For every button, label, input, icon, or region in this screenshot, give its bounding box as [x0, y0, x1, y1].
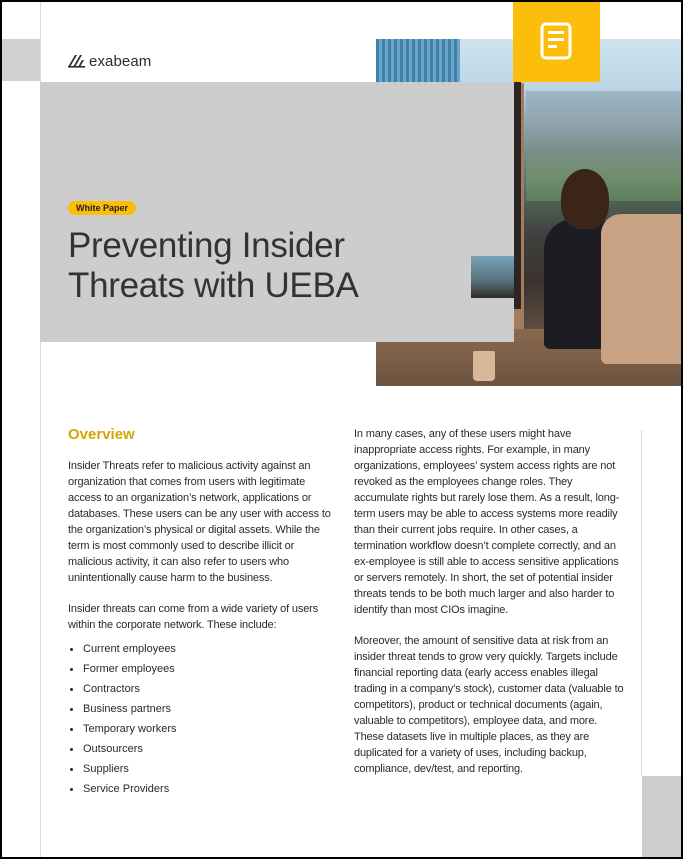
photo-jacket [601, 214, 681, 364]
exabeam-logo-mark-icon [68, 54, 86, 68]
list-item-text: Temporary workers [83, 723, 177, 735]
overview-paragraph-2: Insider threats can come from a wide variety of users within the corporate network. These include: [68, 603, 319, 631]
list-item [68, 639, 340, 659]
overview-paragraph-1: Insider Threats refer to malicious activity against an organization that comes from users with legitimate access to an organization’s network, applications or databases. These users can be any user with access to the organization’s physical or digital assets. While the term is most commonly used to describe illicit or malicious activity, it can also refer to users who unintentionally cause harm to the business. [68, 460, 331, 584]
access-rights-paragraph: In many cases, any of these users might have inappropriate access rights. For example, in many organizations, employees’ system access rights are not revoked as the employees change roles. They accumulate rights but rarely lose them. As a result, long-term users may be able to access systems more readily than their current jobs require. In other cases, a termination workflow doesn’t complete correctly, and an ex-employee is still able to access sensitive applications or servers remotely. In short, the set of potential insider threats tends to be both much larger and also harder to identify than most CIOs imagine. [354, 428, 620, 616]
document-badge-box [513, 2, 600, 82]
list-item-text: Suppliers [83, 763, 129, 775]
bullet-icon [70, 708, 73, 711]
list-item [68, 739, 340, 759]
list-item-text: Business partners [83, 703, 172, 715]
decorative-gray-block-bottom-right [642, 776, 681, 857]
photo-cup [473, 351, 495, 381]
white-paper-badge: White Paper [68, 201, 136, 215]
list-item [68, 699, 340, 719]
list-item [68, 659, 340, 679]
list-item [68, 779, 340, 799]
title-line-1: Preventing Insider [68, 226, 345, 265]
sensitive-data-paragraph: Moreover, the amount of sensitive data at risk from an insider threat tends to grow very quickly. Targets include financial reporting data (early access enables illegal trading in a company’s stock), customer data (valuable to competitors), product or technical documents (again, valuable to competitors), employee data, and more. These datasets live in multiple places, as they are duplicated for a variety of uses, including backup, compliance, dev/test, and reporting. [354, 635, 624, 775]
bullet-icon [70, 648, 73, 651]
page-title [68, 226, 498, 306]
exabeam-logo [68, 52, 151, 70]
list-item-text: Outsourcers [83, 743, 143, 755]
photo-person-hair [561, 169, 609, 229]
bullet-icon [70, 748, 73, 751]
bullet-icon [70, 668, 73, 671]
list-item [68, 759, 340, 779]
left-column [68, 426, 340, 799]
list-item-text: Contractors [83, 683, 140, 695]
list-item-text: Former employees [83, 663, 175, 675]
bullet-icon [70, 768, 73, 771]
logo-wordmark: exabeam [89, 52, 152, 70]
document-icon [540, 22, 572, 60]
right-margin-rule [641, 430, 642, 776]
list-item [68, 719, 340, 739]
right-column [354, 426, 628, 792]
list-item-text: Current employees [83, 643, 176, 655]
bullet-icon [70, 728, 73, 731]
photo-tower [376, 39, 460, 83]
title-line-2: Threats with UEBA [68, 266, 359, 305]
list-item-text: Service Providers [83, 783, 170, 795]
bullet-icon [70, 688, 73, 691]
bullet-icon [70, 788, 73, 791]
insider-types-list [68, 639, 340, 799]
list-item [68, 679, 340, 699]
overview-heading: Overview [68, 426, 135, 443]
document-page [2, 2, 681, 857]
decorative-gray-block-left [2, 39, 40, 81]
